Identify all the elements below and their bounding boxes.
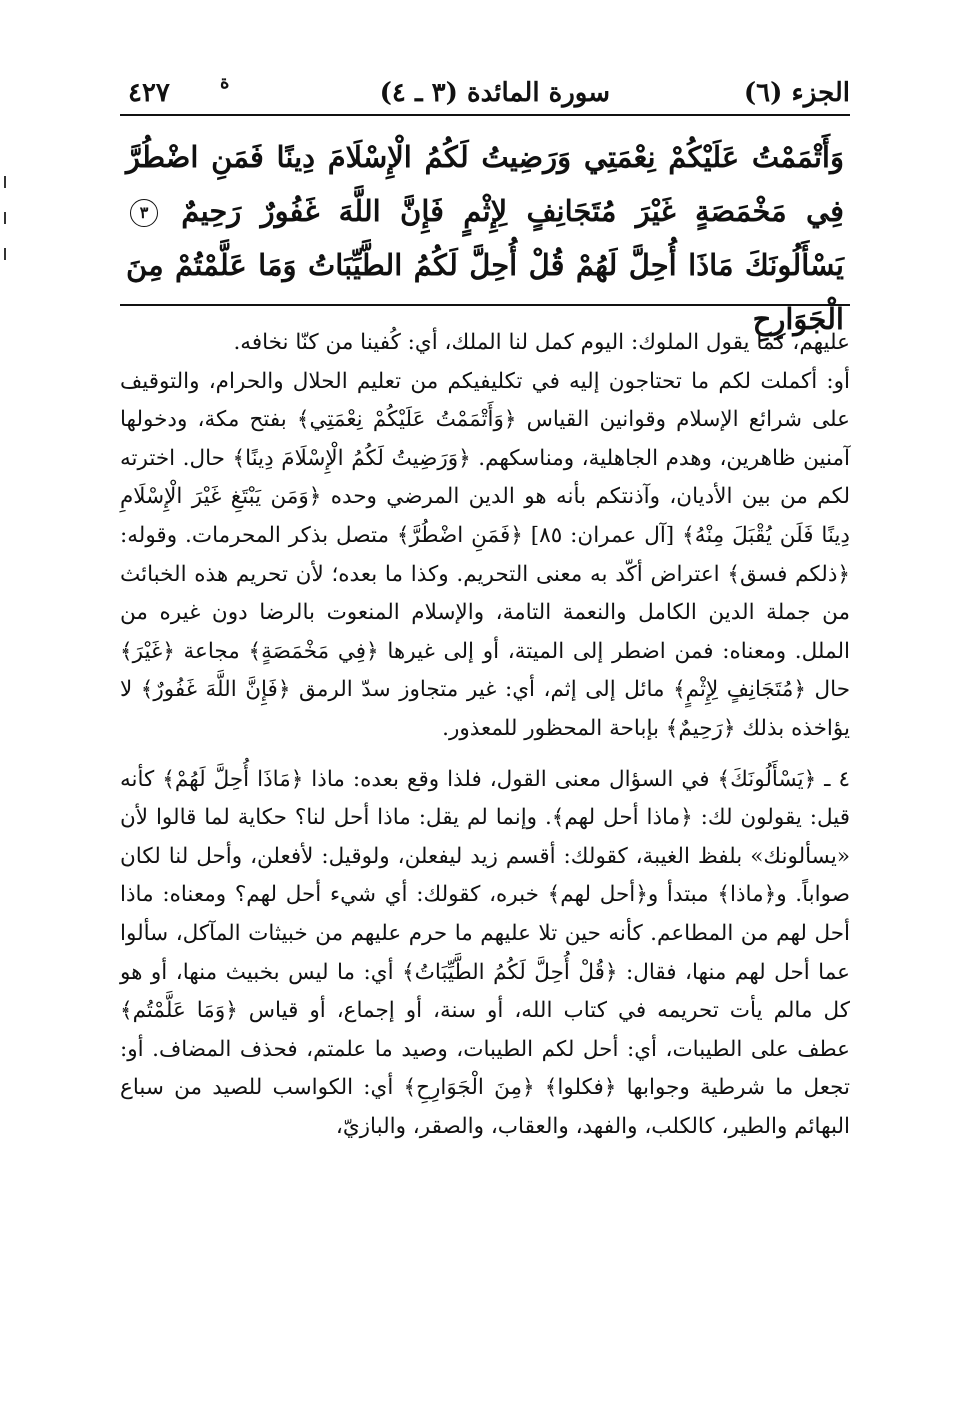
margin-tick <box>4 176 6 188</box>
commentary-paragraph: ٤ ـ ﴿يَسْأَلُونَكَ﴾ في السؤال معنى القول، فلذا وقع بعده: ماذا ﴿مَاذَا أُحِلَّ لَهُمْ﴾ كأنه قيل: يقولون لك: ﴿ماذا أحل لهم﴾. وإنما لم يقل: ماذا أحل لنا؟ حكاية لما قالوا لأن «يسألونك» بلفظ الغيبة، كقولك: أقسم زيد ليفعلن، ولوقيل: لأفعلن، وأحل لنا لكان صواباً. و﴿ماذا﴾ مبتدأ و﴿أحل لهم﴾ خبره، كقولك: أي شيء أحل لهم؟ ومعناه: ماذا أحل لهم من المطاعم. كأنه حين تلا عليهم ما حرم عليهم من خبيثات المآكل، سألوا عما أحل لهم منها، فقال: ﴿قُلْ أُحِلَّ لَكُمُ الطَّيِّبَاتُ﴾ أي: ما ليس بخبيث منها، أو هو كل مالم يأت تحريمه في كتاب الله، أو سنة، أو إجماع، أو قياس ﴿وَمَا عَلَّمْتُم﴾ عطف على الطيبات، أي: أحل لكم الطيبات، وصيد ما علمتم، فحذف المضاف. أو: تجعل ما شرطية وجوابها ﴿فكلوا﴾ ﴿مِنَ الْجَوَارِحِ﴾ أي: الكواسب للصيد من سباع البهائم والطير، كالكلب، والفهد، والعقاب، والصقر، والبازيّ، <box>120 766 850 1139</box>
margin-marks <box>4 176 10 284</box>
verse-number-marker: ٣ <box>130 199 158 227</box>
margin-tick <box>4 248 6 260</box>
book-page <box>120 60 850 1146</box>
commentary-paragraph: عليهم، كما يقول الملوك: اليوم كمل لنا الملك، أي: كُفينا من كنّا نخافه. <box>233 330 850 355</box>
page-number: ٤٢٧ <box>128 78 170 108</box>
verse-text: وَأَتْمَمْتُ عَلَيْكُمْ نِعْمَتِي وَرَضِيتُ لَكُمُ الْإِسْلَامَ دِينًا فَمَنِ اضْطُرَّ فِي مَخْمَصَةٍ غَيْرَ مُتَجَانِفٍ لِإِثْمٍ فَإِنَّ اللَّهَ غَفُورٌ رَحِيمٌ <box>126 140 844 228</box>
surah-title: سورة المائدة (٣ ـ ٤) <box>379 78 610 108</box>
verse-text-continued: يَسْأَلُونَكَ مَاذَا أُحِلَّ لَهُمْ قُلْ أُحِلَّ لَكُمُ الطَّيِّبَاتُ وَمَا عَلَّمْتُمْ مِنَ الْجَوَارِحِ <box>126 248 844 336</box>
juz-label: الجزء (٦) <box>743 78 850 108</box>
commentary-paragraph: أو: أكملت لكم ما تحتاجون إليه في تكليفيكم من تعليم الحلال والحرام، والتوقيف على شرائع الإسلام وقوانين القياس ﴿وَأَتْمَمْتُ عَلَيْكُمْ نِعْمَتِي﴾ بفتح مكة، ودخولها آمنين ظاهرين، وهدم الجاهلية، ومناسكهم. ﴿وَرَضِيتُ لَكُمُ الْإِسْلَامَ دِينًا﴾ حال. اخترته لكم من بين الأديان، وآذنتكم بأنه هو الدين المرضي وحده ﴿وَمَن يَبْتَغِ غَيْرَ الْإِسْلَامِ دِينًا فَلَن يُقْبَلَ مِنْهُ﴾ [آل عمران: ٨٥] ﴿فَمَنِ اضْطُرَّ﴾ متصل بذكر المحرمات. وقوله: ﴿ذلكم فسق﴾ اعتراض أكّد به معنى التحريم. وكذا ما بعده؛ لأن تحريم هذه الخبائث من جملة الدين الكامل والنعمة التامة، والإسلام المنعوت بالرضا دون غيره من الملل. ومعناه: فمن اضطر إلى الميتة، أو إلى غيرها ﴿فِي مَخْمَصَةٍ﴾ مجاعة ﴿غَيْرَ﴾ حال ﴿مُتَجَانِفٍ لِإِثْمٍ﴾ مائل إلى إثم، أي: غير متجاوز سدّ الرمق ﴿فَإِنَّ اللَّهَ غَفُورٌ﴾ لا يؤاخذه بذلك ﴿رَحِيمٌ﴾ بإباحة المحظور للمعذور. <box>120 368 850 741</box>
quran-verse-block <box>120 130 850 336</box>
header-mark: ة <box>220 72 230 93</box>
commentary-text <box>120 324 850 1146</box>
section-divider <box>120 304 850 306</box>
margin-tick <box>4 212 6 224</box>
page-header <box>120 60 850 116</box>
